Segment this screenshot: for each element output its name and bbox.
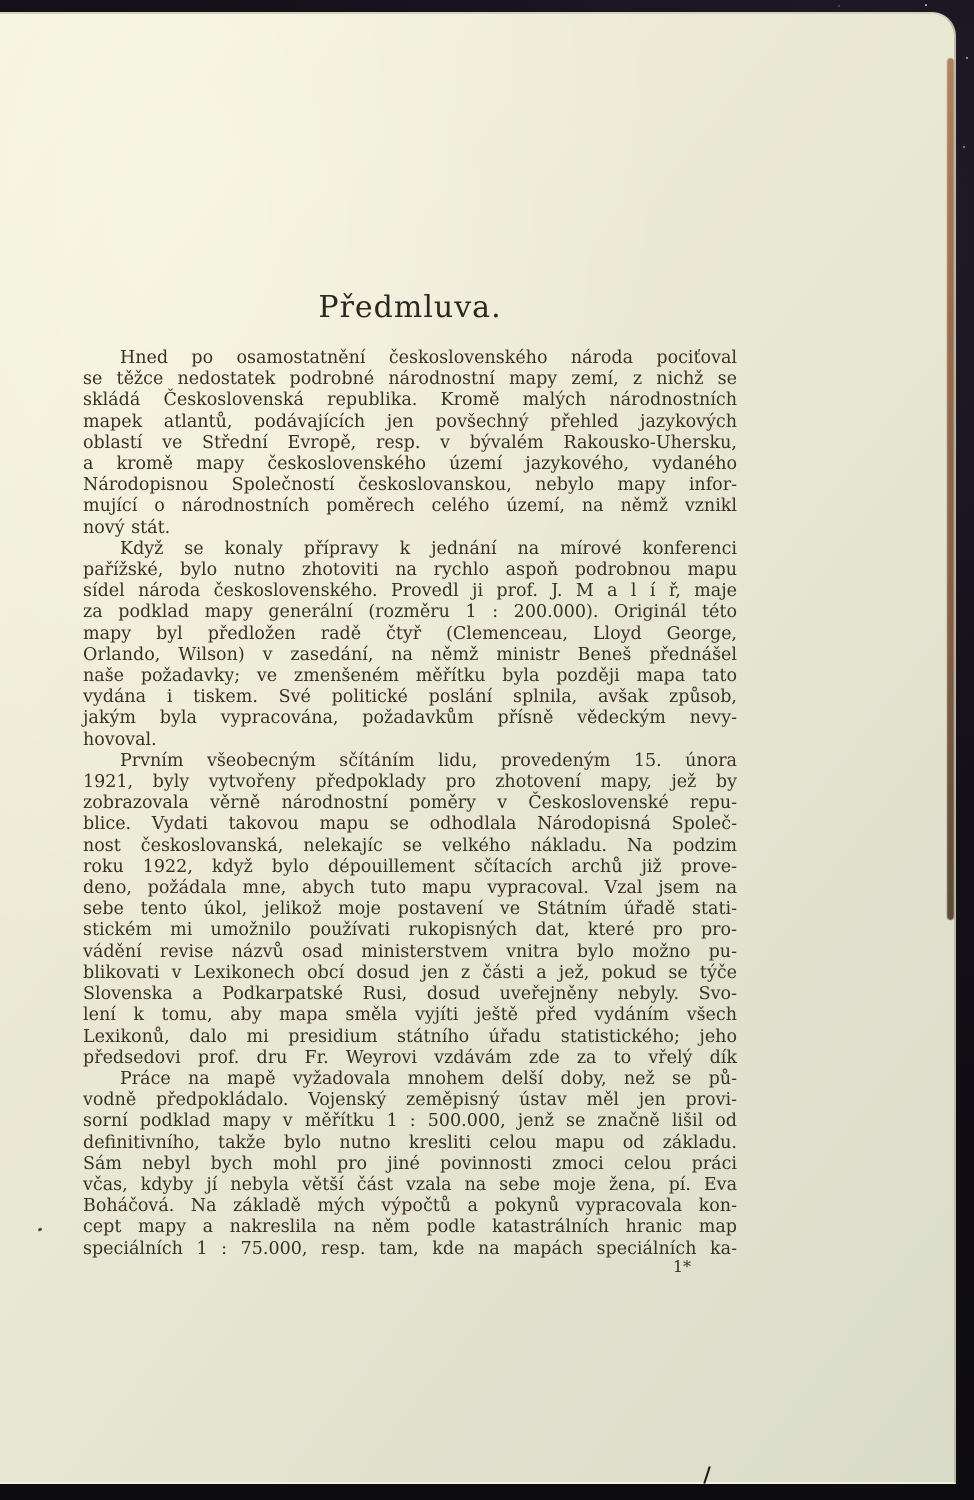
text-line: včas, kdyby jí nebyla větší část vzala na sebe moje žena, pí. Eva	[83, 1174, 737, 1195]
text-line: mující o národnostních poměrech celého území, na němž vznikl	[83, 496, 737, 517]
text-line: nový stát.	[83, 517, 171, 538]
text-line: sebe tento úkol, jelikož moje postavení ve Státním úřadě stati-	[83, 899, 737, 920]
paragraph	[83, 751, 737, 1069]
text-line: vádění revise názvů osad ministerstvem vnitra bylo možno pu-	[83, 941, 737, 962]
text-line: 1921, byly vytvořeny předpoklady pro zhotovení mapy, jež by	[83, 772, 737, 793]
text-line: blikovati v Lexikonech obcí dosud jen z části a jež, pokud se týče	[83, 962, 737, 983]
text-line: se těžce nedostatek podrobné národnostní mapy zemí, z nichž se	[83, 369, 737, 390]
text-block	[83, 348, 737, 1260]
dust-speck	[963, 146, 965, 148]
dust-speck	[966, 57, 968, 59]
text-line: cept mapy a nakreslila na něm podle katastrálních hranic map	[83, 1217, 737, 1238]
text-line: roku 1922, když bylo dépouillement sčítacích archů již prove-	[83, 856, 737, 877]
text-line: Sám nebyl bych mohl pro jiné povinnosti zmoci celou práci	[83, 1153, 737, 1174]
text-line: deno, požádala mne, abych tuto mapu vypracoval. Vzal jsem na	[83, 878, 737, 899]
text-line: Hned po osamostatnění československého národa pociťoval	[120, 348, 737, 368]
paragraph	[83, 539, 737, 751]
text-line: vydána i tiskem. Své politické poslání splnila, avšak způsob,	[83, 687, 737, 708]
text-line: Prvním všeobecným sčítáním lidu, provedeným 15. února	[120, 750, 737, 771]
text-line: Práce na mapě vyžadovala mnohem delší doby, než se pů-	[120, 1068, 737, 1089]
text-line: definitivního, takže bylo nutno kresliti celou mapu od základu.	[83, 1132, 737, 1153]
page-content	[83, 290, 737, 1277]
page-deckle-edge	[947, 58, 954, 920]
text-line: Lexikonů, dalo mi presidium státního úřadu statistického; jeho	[83, 1026, 737, 1047]
text-line: stickém mi umožnilo používati rukopisných dat, které pro pro-	[83, 920, 737, 941]
signature-mark: 1*	[672, 1256, 691, 1276]
text-line: jakým byla vypracována, požadavkům přísně vědeckým nevy-	[83, 708, 737, 729]
text-line: Když se konaly přípravy k jednání na mírové konferenci	[120, 538, 737, 559]
text-line: blice. Vydati takovou mapu se odhodlala Národopisná Společ-	[83, 814, 737, 835]
text-line: mapy byl předložen radě čtyř (Clemenceau, Lloyd George,	[83, 623, 737, 644]
text-line: předsedovi prof. dru Fr. Weyrovi vzdávám zde za to vřelý dík	[83, 1047, 737, 1068]
book-page	[0, 12, 956, 1484]
page-title: Předmluva.	[318, 290, 502, 325]
text-line: speciálních 1 : 75.000, resp. tam, kde na mapách speciálních ka-	[83, 1238, 737, 1259]
text-line: Národopisnou Společností českoslovanskou, nebylo mapy infor-	[83, 475, 737, 496]
text-line: Orlando, Wilson) v zasedání, na němž ministr Beneš přednášel	[83, 644, 737, 665]
text-line: mapek atlantů, podávajících jen povšechný přehled jazykových	[83, 411, 737, 432]
text-line: naše požadavky; ve zmenšeném měřítku byla později mapa tato	[83, 666, 737, 687]
text-line: Boháčová. Na základě mých výpočtů a pokynů vypracovala kon-	[83, 1196, 737, 1217]
ink-speck	[38, 1227, 43, 1232]
text-line: lení k tomu, aby mapa směla vyjíti ještě před vydáním všech	[83, 1005, 737, 1026]
dust-speck	[838, 5, 840, 7]
text-line: pařížské, bylo nutno zhotoviti na rychlo aspoň podrobnou mapu	[83, 560, 737, 581]
text-line: vodně předpokládalo. Vojenský zeměpisný ústav měl jen provi-	[83, 1090, 737, 1111]
paragraph	[83, 1069, 737, 1260]
dust-speck	[925, 4, 927, 6]
text-line: zobrazovala věrně národnostní poměry v Československé repu-	[83, 793, 737, 814]
text-line: sídel národa československého. Provedl ji prof. J. M a l í ř, maje	[83, 581, 737, 602]
text-line: za podklad mapy generální (rozměru 1 : 200.000). Originál této	[83, 602, 737, 623]
text-line: hovoval.	[83, 729, 157, 750]
text-line: sorní podklad mapy v měřítku 1 : 500.000, jenž se značně lišil od	[83, 1111, 737, 1132]
paragraph	[83, 348, 737, 539]
text-line: nost českoslovanská, nelekajíc se velkého nákladu. Na podzim	[83, 835, 737, 856]
text-line: a kromě mapy československého území jazykového, vydaného	[83, 454, 737, 475]
text-line: oblastí ve Střední Evropě, resp. v bývalém Rakousko-Uhersku,	[83, 432, 737, 453]
text-line: Slovenska a Podkarpatské Rusi, dosud uveřejněny nebyly. Svo-	[83, 984, 737, 1005]
text-line: skládá Československá republika. Kromě malých národnostních	[83, 390, 737, 411]
